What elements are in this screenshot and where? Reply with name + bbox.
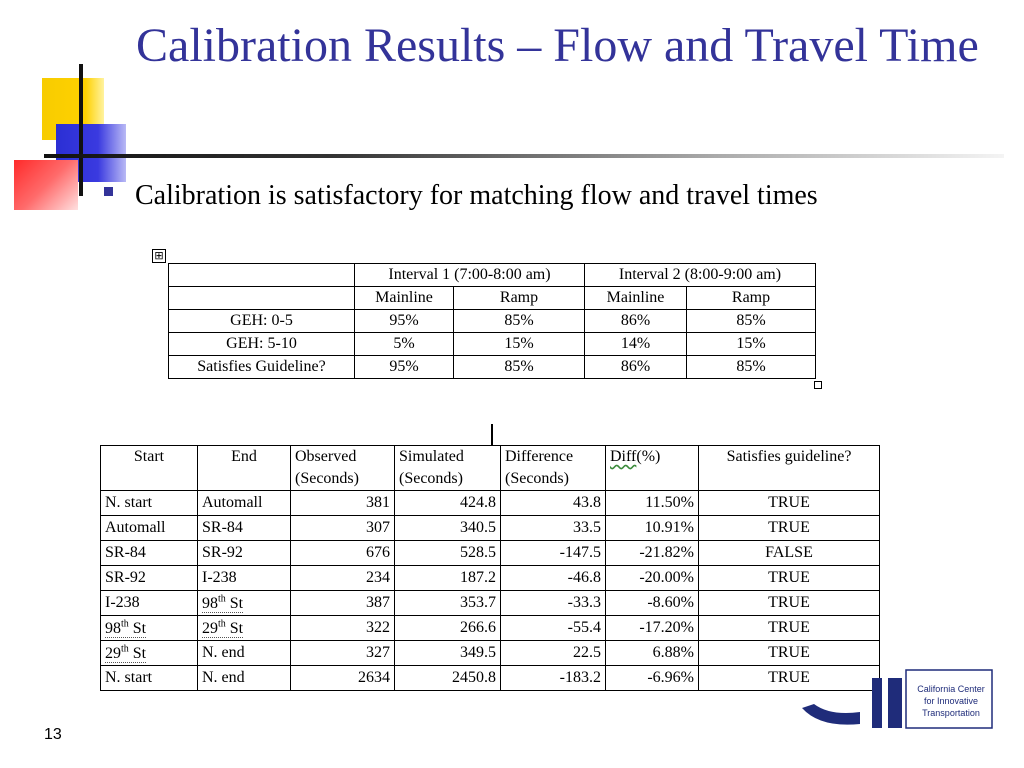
table-row: [101, 641, 880, 666]
table-cell[interactable]: 349.5: [395, 641, 501, 666]
header-start[interactable]: [101, 446, 198, 491]
table-cell[interactable]: SR-84: [198, 516, 291, 541]
table-cell[interactable]: GEH: 0-5: [169, 310, 355, 333]
table-cell[interactable]: 266.6: [395, 616, 501, 641]
table-cell[interactable]: 11.50%: [606, 491, 699, 516]
table-cell[interactable]: 85%: [454, 310, 585, 333]
table-cell[interactable]: 15%: [454, 333, 585, 356]
table-cell[interactable]: 234: [291, 566, 395, 591]
table-cell[interactable]: -17.20%: [606, 616, 699, 641]
table-cell[interactable]: Automall: [198, 491, 291, 516]
table-cell[interactable]: TRUE: [699, 666, 880, 691]
header-unit: (Seconds): [505, 470, 569, 487]
table-cell[interactable]: N. start: [101, 491, 198, 516]
table-cell[interactable]: TRUE: [699, 566, 880, 591]
interval1-header[interactable]: Interval 1 (7:00-8:00 am): [355, 264, 585, 287]
table-cell[interactable]: 15%: [687, 333, 816, 356]
logo-line: California Center: [917, 684, 985, 694]
header-text: Observed: [295, 448, 357, 465]
table-cell[interactable]: 43.8: [501, 491, 606, 516]
title-divider-line: [44, 154, 1004, 158]
table-cell[interactable]: [198, 616, 291, 641]
ordinal-number: 98: [202, 594, 218, 612]
table-row: [169, 287, 816, 310]
table-cell[interactable]: 86%: [585, 310, 687, 333]
ordinal-suffix: th: [121, 618, 129, 630]
table-cell[interactable]: -33.3: [501, 591, 606, 616]
table-row: [101, 616, 880, 641]
header-text: Diff: [610, 448, 637, 465]
table-cell[interactable]: 387: [291, 591, 395, 616]
table-row: [101, 516, 880, 541]
decor-vertical-line: [79, 64, 83, 196]
logo-bar: [888, 678, 902, 728]
table-cell[interactable]: TRUE: [699, 616, 880, 641]
table-cell[interactable]: [101, 641, 198, 666]
bullet-square-icon: [104, 187, 113, 196]
ordinal-suffix: th: [121, 643, 129, 655]
header-text: Satisfies guideline?: [726, 448, 852, 465]
table-cell[interactable]: 187.2: [395, 566, 501, 591]
table-cell[interactable]: I-238: [101, 591, 198, 616]
table-cell[interactable]: -8.60%: [606, 591, 699, 616]
table-move-handle-icon[interactable]: ⊞: [152, 249, 166, 263]
ordinal-street: [202, 595, 243, 613]
table-cell[interactable]: 353.7: [395, 591, 501, 616]
table-header-row: [101, 446, 880, 491]
table-cell[interactable]: Mainline: [355, 287, 454, 310]
street-suffix: St: [225, 619, 244, 637]
header-text: Start: [133, 448, 165, 465]
table-cell[interactable]: TRUE: [699, 516, 880, 541]
header-unit: (Seconds): [399, 470, 463, 487]
table-cell[interactable]: 85%: [454, 356, 585, 379]
header-text: End: [231, 448, 257, 465]
table-cell[interactable]: -147.5: [501, 541, 606, 566]
table-cell[interactable]: 676: [291, 541, 395, 566]
table-cell[interactable]: TRUE: [699, 591, 880, 616]
logo-line: Transportation: [922, 708, 980, 718]
table-cell[interactable]: 85%: [687, 310, 816, 333]
table-cell[interactable]: 327: [291, 641, 395, 666]
table-cell[interactable]: FALSE: [699, 541, 880, 566]
ordinal-number: 29: [202, 619, 218, 637]
table-cell[interactable]: [101, 616, 198, 641]
table-cell[interactable]: 424.8: [395, 491, 501, 516]
table-cell[interactable]: [169, 264, 355, 287]
header-simulated[interactable]: [395, 446, 501, 491]
table-cell[interactable]: Mainline: [585, 287, 687, 310]
table-row: [169, 264, 816, 287]
table-cell[interactable]: SR-84: [101, 541, 198, 566]
table-cell[interactable]: I-238: [198, 566, 291, 591]
table-cell[interactable]: -6.96%: [606, 666, 699, 691]
table-cell[interactable]: 22.5: [501, 641, 606, 666]
table-cell[interactable]: 85%: [687, 356, 816, 379]
interval2-header[interactable]: Interval 2 (8:00-9:00 am): [585, 264, 816, 287]
header-text: Difference: [505, 448, 574, 465]
text-cursor: [491, 424, 493, 446]
logo-line: for Innovative: [923, 696, 979, 706]
street-suffix: St: [128, 644, 147, 662]
bullet-item: [104, 180, 818, 212]
table-cell[interactable]: 322: [291, 616, 395, 641]
ordinal-street: [105, 645, 146, 663]
table-row: [169, 310, 816, 333]
geh-table: [168, 263, 816, 379]
table-cell[interactable]: 86%: [585, 356, 687, 379]
table-row: [101, 541, 880, 566]
header-satisfies[interactable]: [699, 446, 880, 491]
header-text: Simulated: [399, 448, 464, 465]
table-cell[interactable]: 10.91%: [606, 516, 699, 541]
table-cell[interactable]: [198, 591, 291, 616]
table-cell[interactable]: 33.5: [501, 516, 606, 541]
table-row: [101, 591, 880, 616]
table-cell[interactable]: TRUE: [699, 641, 880, 666]
logo-text: [908, 683, 994, 719]
logo-c-shape: [802, 704, 860, 725]
header-difference[interactable]: [501, 446, 606, 491]
table-row: [169, 356, 816, 379]
street-suffix: St: [225, 594, 244, 612]
table-cell[interactable]: SR-92: [101, 566, 198, 591]
table-cell[interactable]: TRUE: [699, 491, 880, 516]
header-end[interactable]: [198, 446, 291, 491]
table-cell[interactable]: 95%: [355, 356, 454, 379]
table-row: [169, 333, 816, 356]
table-cell[interactable]: GEH: 5-10: [169, 333, 355, 356]
table-cell[interactable]: 528.5: [395, 541, 501, 566]
table-cell[interactable]: 381: [291, 491, 395, 516]
ordinal-number: 98: [105, 619, 121, 637]
ordinal-suffix: th: [218, 618, 226, 630]
table-cell[interactable]: 95%: [355, 310, 454, 333]
table-cell[interactable]: 5%: [355, 333, 454, 356]
table-cell[interactable]: 6.88%: [606, 641, 699, 666]
ordinal-street: [105, 620, 146, 638]
table-cell[interactable]: -21.82%: [606, 541, 699, 566]
table-cell[interactable]: -183.2: [501, 666, 606, 691]
table-cell[interactable]: -55.4: [501, 616, 606, 641]
table-cell[interactable]: 2634: [291, 666, 395, 691]
table-cell[interactable]: [169, 287, 355, 310]
slide-title: Calibration Results – Flow and Travel Time: [136, 19, 979, 72]
table-cell[interactable]: Automall: [101, 516, 198, 541]
table-cell[interactable]: -20.00%: [606, 566, 699, 591]
table-row: [101, 666, 880, 691]
decor-red-square: [14, 160, 78, 210]
ordinal-street: [202, 620, 243, 638]
page-number: 13: [44, 726, 62, 743]
bullet-text: Calibration is satisfactory for matching flow and travel times: [135, 180, 818, 211]
header-text: (%): [636, 448, 661, 465]
table-cell[interactable]: N. start: [101, 666, 198, 691]
table-cell[interactable]: 340.5: [395, 516, 501, 541]
table-cell[interactable]: Satisfies Guideline?: [169, 356, 355, 379]
table-resize-handle[interactable]: [814, 381, 822, 389]
ordinal-number: 29: [105, 644, 121, 662]
ordinal-suffix: th: [218, 593, 226, 605]
table-cell[interactable]: Ramp: [687, 287, 816, 310]
travel-time-table: [100, 445, 880, 691]
table-cell[interactable]: -46.8: [501, 566, 606, 591]
header-diff-pct[interactable]: [606, 446, 699, 491]
table-cell[interactable]: N. end: [198, 666, 291, 691]
table-cell[interactable]: 307: [291, 516, 395, 541]
table-row: [101, 491, 880, 516]
table-cell[interactable]: N. end: [198, 641, 291, 666]
header-unit: (Seconds): [295, 470, 359, 487]
table-cell[interactable]: 14%: [585, 333, 687, 356]
table-cell[interactable]: Ramp: [454, 287, 585, 310]
table-cell[interactable]: 2450.8: [395, 666, 501, 691]
table-row: [101, 566, 880, 591]
header-observed[interactable]: [291, 446, 395, 491]
table-cell[interactable]: SR-92: [198, 541, 291, 566]
street-suffix: St: [128, 619, 147, 637]
logo-bar: [872, 678, 882, 728]
